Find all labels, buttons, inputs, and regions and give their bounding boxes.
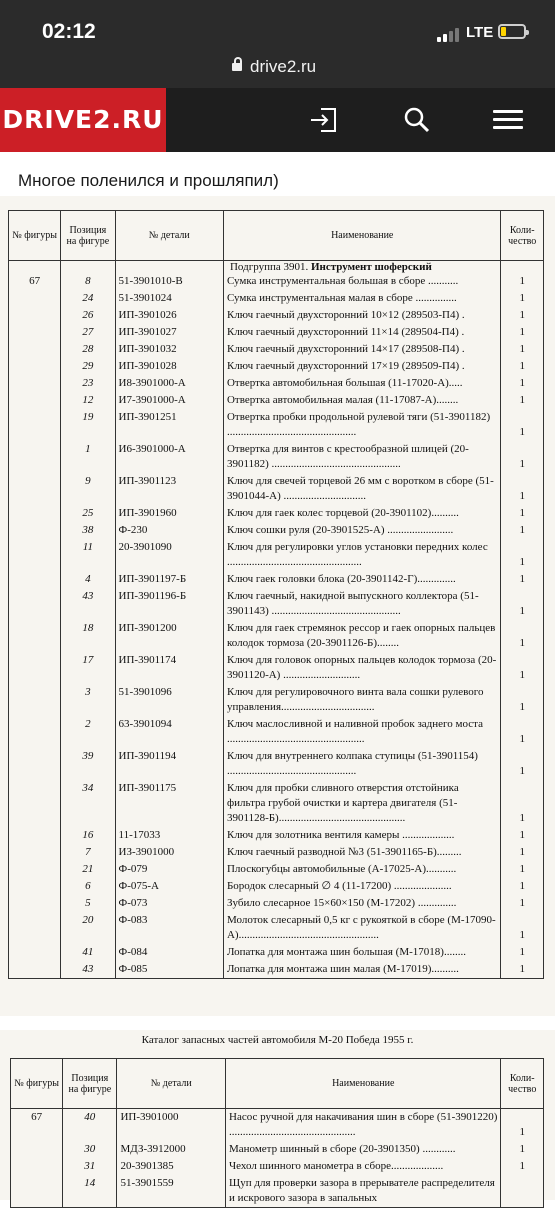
cell-figure: [9, 505, 61, 522]
subgroup-title: Подгруппа 3901. Инструмент шоферский: [223, 261, 500, 274]
table-row: [9, 571, 544, 588]
cell-figure: [9, 912, 61, 944]
cell-part-number: ИП-3901175: [115, 780, 223, 827]
login-icon[interactable]: [309, 106, 339, 134]
cell-position: 7: [61, 844, 115, 861]
cell-quantity: 1: [501, 1141, 544, 1158]
table-row: [9, 944, 544, 961]
table-row: [9, 392, 544, 409]
post-line: Многое поленился и прошляпил): [18, 171, 279, 190]
cell-part-number: ИП-3901194: [115, 748, 223, 780]
cell-name: Ключ гаечный двухсторонний 17×19 (289509-П4) .: [223, 358, 500, 375]
cell-figure: [9, 324, 61, 341]
cell-position: 19: [61, 409, 115, 441]
col-header-position: Позиция на фигуре: [61, 211, 115, 261]
cell-quantity: 1: [501, 716, 544, 748]
cell-position: 43: [61, 961, 115, 979]
lock-icon: [232, 63, 242, 71]
cell-part-number: 20-3901090: [115, 539, 223, 571]
cell-quantity: 1: [501, 912, 544, 944]
cell-position: 2: [61, 716, 115, 748]
cell-figure: [9, 441, 61, 473]
table-row: [9, 716, 544, 748]
cell-figure: [9, 844, 61, 861]
cell-name: Ключ гаечный двухсторонний 10×12 (289503-П4) .: [223, 307, 500, 324]
cell-position: 11: [61, 539, 115, 571]
table-row: [11, 1109, 544, 1142]
cell-position: 27: [61, 324, 115, 341]
table-row: [9, 844, 544, 861]
cell-figure: [9, 878, 61, 895]
cell-figure: [9, 290, 61, 307]
cell-part-number: Ф-085: [115, 961, 223, 979]
cell-quantity: 1: [501, 571, 544, 588]
parts-table: [8, 210, 544, 979]
cell-figure: [9, 895, 61, 912]
cell-quantity: 1: [501, 392, 544, 409]
hamburger-menu-icon[interactable]: [493, 106, 523, 134]
cell-part-number: 51-3901559: [117, 1175, 226, 1208]
cell-name: Лопатка для монтажа шин малая (М-17019)..........: [223, 961, 500, 979]
url-text: drive2.ru: [250, 57, 317, 76]
site-logo[interactable]: DRIVE2.RU: [0, 88, 166, 152]
cell-part-number: ИП-3901196-Б: [115, 588, 223, 620]
cell-quantity: 1: [501, 1109, 544, 1142]
catalog-caption: Каталог запасных частей автомобиля М-20 Победа 1955 г.: [141, 1034, 414, 1046]
cell-name: Ключ для гаек стремянок рессор и гаек опорных пальцев колодок тормоза (20-3901126-Б)........: [223, 620, 500, 652]
table-row: [9, 878, 544, 895]
cell-figure: [9, 358, 61, 375]
parts-table-continued: [10, 1058, 544, 1208]
cell-position: 3: [61, 684, 115, 716]
col-header-name: Наименование: [223, 211, 500, 261]
cell-name: Щуп для проверки зазора в прерывателе распределителя и искрового зазора в запальных: [226, 1175, 501, 1208]
cell-position: 1: [61, 441, 115, 473]
cell-name: Ключ для внутреннего колпака ступицы (51-3901154) ...............................................: [223, 748, 500, 780]
cell-figure: [9, 861, 61, 878]
network-type: LTE: [466, 24, 494, 41]
cell-name: Ключ гаечный двухсторонний 14×17 (289508-П4) .: [223, 341, 500, 358]
table-row: [9, 324, 544, 341]
cell-position: 17: [61, 652, 115, 684]
cell-position: 12: [61, 392, 115, 409]
table-row: [9, 307, 544, 324]
cell-position: 40: [63, 1109, 117, 1142]
clock: 02:12: [42, 20, 96, 43]
status-bar: [0, 0, 555, 88]
cell-part-number: Ф-230: [115, 522, 223, 539]
table-row: [9, 652, 544, 684]
cell-figure: [9, 780, 61, 827]
cell-part-number: ИП-3901028: [115, 358, 223, 375]
cell-figure: [9, 307, 61, 324]
cell-figure: [9, 341, 61, 358]
cell-part-number: Ф-073: [115, 895, 223, 912]
cell-name: Ключ маслосливной и наливной пробок заднего моста ..................................................: [223, 716, 500, 748]
cell-part-number: 51-3901010-В: [115, 273, 223, 290]
cell-position: 8: [61, 273, 115, 290]
cell-position: 4: [61, 571, 115, 588]
cell-quantity: 1: [501, 409, 544, 441]
cell-position: 16: [61, 827, 115, 844]
cell-name: Манометр шинный в сборе (20-3901350) ............: [226, 1141, 501, 1158]
catalog-scan: [0, 196, 555, 1204]
table-row: [9, 827, 544, 844]
col-header-name: Наименование: [226, 1059, 501, 1109]
cell-figure: [9, 522, 61, 539]
cell-part-number: ИП-3901251: [115, 409, 223, 441]
cell-figure: [9, 571, 61, 588]
cell-part-number: ИЗ-3901000: [115, 844, 223, 861]
search-icon[interactable]: [402, 106, 432, 134]
cell-figure: [9, 409, 61, 441]
cell-part-number: И7-3901000-А: [115, 392, 223, 409]
cell-quantity: 1: [501, 522, 544, 539]
table-row: [9, 861, 544, 878]
cell-quantity: 1: [501, 748, 544, 780]
table-row: [11, 1175, 544, 1208]
address-bar[interactable]: [232, 57, 316, 77]
cell-figure: [9, 539, 61, 571]
cell-figure: [9, 588, 61, 620]
cell-name: Ключ гаек головки блока (20-3901142-Г)..............: [223, 571, 500, 588]
cell-position: 29: [61, 358, 115, 375]
cell-quantity: 1: [501, 1158, 544, 1175]
cell-quantity: 1: [501, 895, 544, 912]
cell-position: 25: [61, 505, 115, 522]
cell-quantity: 1: [501, 358, 544, 375]
table-row: [9, 912, 544, 944]
table-row: [9, 895, 544, 912]
cell-name: Ключ для пробки сливного отверстия отстойника фильтра грубой очистки и картера двигателя (51-3901128-Б)..............................................: [223, 780, 500, 827]
table-row: [9, 341, 544, 358]
cell-name: Сумка инструментальная большая в сборе ...........: [223, 273, 500, 290]
cell-part-number: ИП-3901000: [117, 1109, 226, 1142]
table-row: [9, 588, 544, 620]
cell-name: Ключ для головок опорных пальцев колодок тормоза (20-3901120-А) ............................: [223, 652, 500, 684]
cell-position: 5: [61, 895, 115, 912]
cell-quantity: 1: [501, 539, 544, 571]
cell-position: 21: [61, 861, 115, 878]
cell-name: Лопатка для монтажа шин большая (М-17018)........: [223, 944, 500, 961]
post-text: [18, 143, 366, 194]
cell-quantity: 1: [501, 684, 544, 716]
cell-part-number: МДЗ-3912000: [117, 1141, 226, 1158]
cellular-signal-icon: [437, 26, 463, 42]
cell-quantity: 1: [501, 505, 544, 522]
cell-quantity: 1: [501, 780, 544, 827]
cell-name: Плоскогубцы автомобильные (А-17025-А)...........: [223, 861, 500, 878]
cell-position: 43: [61, 588, 115, 620]
cell-figure: [9, 684, 61, 716]
table-row: [9, 290, 544, 307]
cell-part-number: 51-3901096: [115, 684, 223, 716]
cell-part-number: Ф-083: [115, 912, 223, 944]
cell-quantity: 1: [501, 652, 544, 684]
cell-figure: [11, 1175, 63, 1208]
cell-position: 39: [61, 748, 115, 780]
cell-part-number: ИП-3901027: [115, 324, 223, 341]
cell-position: 6: [61, 878, 115, 895]
cell-figure: 67: [11, 1109, 63, 1142]
cell-name: Чехол шинного манометра в сборе...................: [226, 1158, 501, 1175]
table-row: [9, 780, 544, 827]
cell-position: 26: [61, 307, 115, 324]
cell-part-number: Ф-075-А: [115, 878, 223, 895]
cell-quantity: 1: [501, 307, 544, 324]
col-header-quantity: Коли-чество: [501, 1059, 544, 1109]
cell-quantity: 1: [501, 878, 544, 895]
cell-position: 28: [61, 341, 115, 358]
cell-quantity: 1: [501, 273, 544, 290]
cell-quantity: 1: [501, 324, 544, 341]
cell-name: Отвертка автомобильная малая (11-17087-А)........: [223, 392, 500, 409]
cell-name: Ключ для регулировочного винта вала сошки рулевого управления..................................: [223, 684, 500, 716]
cell-figure: [9, 961, 61, 979]
cell-part-number: 20-3901385: [117, 1158, 226, 1175]
table-row: [11, 1158, 544, 1175]
cell-name: Ключ гаечный двухсторонний 11×14 (289504-П4) .: [223, 324, 500, 341]
cell-name: Ключ сошки руля (20-3901525-А) ........................: [223, 522, 500, 539]
cell-name: Отвертка автомобильная большая (11-17020-А).....: [223, 375, 500, 392]
cell-figure: 67: [9, 273, 61, 290]
cell-quantity: 1: [501, 441, 544, 473]
cell-name: Ключ для свечей торцевой 26 мм с воротком в сборе (51-3901044-А) ..............................: [223, 473, 500, 505]
cell-name: Бородок слесарный ∅ 4 (11-17200) .....................: [223, 878, 500, 895]
cell-quantity: 1: [501, 861, 544, 878]
table-row: [9, 505, 544, 522]
cell-quantity: 1: [501, 827, 544, 844]
cell-part-number: ИП-3901032: [115, 341, 223, 358]
cell-part-number: 51-3901024: [115, 290, 223, 307]
cell-name: Ключ для регулировки углов установки передних колес .................................................: [223, 539, 500, 571]
cell-part-number: ИП-3901026: [115, 307, 223, 324]
col-header-figure: № фигуры: [11, 1059, 63, 1109]
cell-quantity: 1: [501, 473, 544, 505]
cell-part-number: И8-3901000-А: [115, 375, 223, 392]
cell-position: 41: [61, 944, 115, 961]
table-row: [9, 473, 544, 505]
cell-position: 18: [61, 620, 115, 652]
cell-name: Отвертка пробки продольной рулевой тяги (51-3901182) ...............................................: [223, 409, 500, 441]
cell-figure: [9, 620, 61, 652]
cell-figure: [9, 652, 61, 684]
table-row: [9, 409, 544, 441]
cell-quantity: 1: [501, 375, 544, 392]
cell-part-number: 11-17033: [115, 827, 223, 844]
cell-position: 20: [61, 912, 115, 944]
table-row: [9, 961, 544, 979]
cell-name: Ключ для гаек колес торцевой (20-3901102)..........: [223, 505, 500, 522]
table-row: [9, 358, 544, 375]
cell-quantity: [501, 1175, 544, 1208]
cell-position: 23: [61, 375, 115, 392]
cell-figure: [11, 1158, 63, 1175]
cell-part-number: ИП-3901123: [115, 473, 223, 505]
col-header-part-number: № детали: [115, 211, 223, 261]
table-row: [9, 375, 544, 392]
cell-quantity: 1: [501, 341, 544, 358]
table-row: [11, 1141, 544, 1158]
cell-part-number: ИП-3901197-Б: [115, 571, 223, 588]
cell-figure: [9, 827, 61, 844]
cell-position: 24: [61, 290, 115, 307]
col-header-position: Позиция на фигуре: [63, 1059, 117, 1109]
table-row: [9, 620, 544, 652]
cell-quantity: 1: [501, 290, 544, 307]
cell-name: Зубило слесарное 15×60×150 (М-17202) ..............: [223, 895, 500, 912]
table-row: [9, 539, 544, 571]
cell-quantity: 1: [501, 620, 544, 652]
table-row: [9, 684, 544, 716]
cell-figure: [9, 392, 61, 409]
page-gap: [0, 1016, 555, 1030]
cell-part-number: 63-3901094: [115, 716, 223, 748]
cell-name: Молоток слесарный 0,5 кг с рукояткой в сборе (М-17090-А)...................................................: [223, 912, 500, 944]
cell-part-number: И6-3901000-А: [115, 441, 223, 473]
cell-figure: [9, 375, 61, 392]
cell-name: Отвертка для винтов с крестообразной шлицей (20-3901182) ...............................................: [223, 441, 500, 473]
table-row: [9, 273, 544, 290]
col-header-quantity: Коли-чество: [501, 211, 544, 261]
cell-figure: [11, 1141, 63, 1158]
cell-part-number: Ф-084: [115, 944, 223, 961]
cell-part-number: ИП-3901960: [115, 505, 223, 522]
cell-quantity: 1: [501, 961, 544, 979]
cell-position: 31: [63, 1158, 117, 1175]
cell-figure: [9, 473, 61, 505]
cell-part-number: ИП-3901200: [115, 620, 223, 652]
cell-name: Ключ гаечный разводной №3 (51-3901165-Б).........: [223, 844, 500, 861]
col-header-part-number: № детали: [117, 1059, 226, 1109]
cell-part-number: Ф-079: [115, 861, 223, 878]
cell-quantity: 1: [501, 944, 544, 961]
cell-position: 34: [61, 780, 115, 827]
cell-position: 30: [63, 1141, 117, 1158]
cell-figure: [9, 944, 61, 961]
cell-name: Насос ручной для накачивания шин в сборе (51-3901220) ..............................................: [226, 1109, 501, 1142]
cell-figure: [9, 748, 61, 780]
table-row: [9, 441, 544, 473]
cell-position: 38: [61, 522, 115, 539]
table-row: [9, 522, 544, 539]
table-row: [9, 748, 544, 780]
cell-position: 9: [61, 473, 115, 505]
col-header-figure: № фигуры: [9, 211, 61, 261]
battery-icon: [498, 24, 526, 39]
cell-name: Ключ для золотника вентиля камеры ...................: [223, 827, 500, 844]
cell-quantity: 1: [501, 588, 544, 620]
cell-name: Сумка инструментальная малая в сборе ...............: [223, 290, 500, 307]
cell-name: Ключ гаечный, накидной выпускного коллектора (51-3901143) ...............................................: [223, 588, 500, 620]
cell-figure: [9, 716, 61, 748]
cell-quantity: 1: [501, 844, 544, 861]
cell-part-number: ИП-3901174: [115, 652, 223, 684]
cell-position: 14: [63, 1175, 117, 1208]
